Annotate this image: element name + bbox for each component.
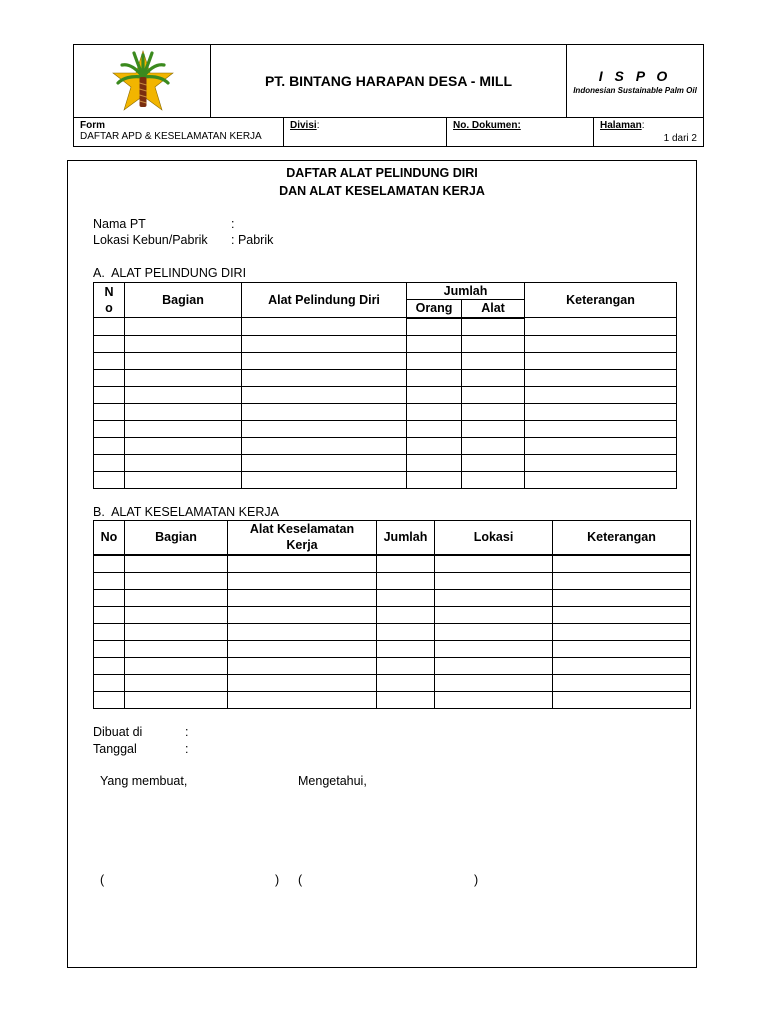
col-alat: Alat xyxy=(462,300,525,318)
table-row xyxy=(94,335,677,352)
table-cell[interactable] xyxy=(553,555,691,573)
col-jumlah: Jumlah xyxy=(377,521,435,555)
form-value: DAFTAR APD & KESELAMATAN KERJA xyxy=(80,131,262,142)
table-cell[interactable] xyxy=(462,318,525,336)
table-cell[interactable] xyxy=(462,403,525,420)
logo-cell xyxy=(73,44,211,118)
table-cell[interactable] xyxy=(94,674,125,691)
col-no: No xyxy=(94,521,125,555)
table-cell[interactable] xyxy=(377,657,435,674)
table-cell[interactable] xyxy=(242,437,407,454)
col-keterangan: Keterangan xyxy=(525,283,677,318)
table-cell[interactable] xyxy=(377,674,435,691)
table-cell[interactable] xyxy=(462,454,525,471)
table-cell[interactable] xyxy=(435,572,553,589)
divisi-label: Divisi xyxy=(290,120,317,131)
table-cell[interactable] xyxy=(228,589,377,606)
table-cell[interactable] xyxy=(553,657,691,674)
table-row xyxy=(94,318,677,336)
section-a-heading: A. ALAT PELINDUNG DIRI xyxy=(93,266,247,280)
table-cell[interactable] xyxy=(242,318,407,336)
table-row xyxy=(94,437,677,454)
table-cell[interactable] xyxy=(125,369,242,386)
table-cell[interactable] xyxy=(407,437,462,454)
table-cell[interactable] xyxy=(553,640,691,657)
table-cell[interactable] xyxy=(94,555,125,573)
section-b-heading: B. ALAT KESELAMATAN KERJA xyxy=(93,505,279,519)
nama-pt-label: Nama PT xyxy=(93,217,146,231)
palm-star-logo xyxy=(112,49,174,113)
table-cell[interactable] xyxy=(525,386,677,403)
table-cell[interactable] xyxy=(462,386,525,403)
table-cell[interactable] xyxy=(462,471,525,488)
signature-2-close: ) xyxy=(474,873,479,887)
table-cell[interactable] xyxy=(125,454,242,471)
table-cell[interactable] xyxy=(242,386,407,403)
title-line-2: DAN ALAT KESELAMATAN KERJA xyxy=(279,184,485,198)
table-cell[interactable] xyxy=(94,572,125,589)
document-header xyxy=(73,44,704,147)
akk-table xyxy=(93,520,691,709)
table-cell[interactable] xyxy=(525,335,677,352)
akk-table-body xyxy=(94,555,691,709)
table-cell[interactable] xyxy=(553,623,691,640)
table-cell[interactable] xyxy=(377,555,435,573)
table-cell[interactable] xyxy=(94,369,125,386)
table-cell[interactable] xyxy=(125,589,228,606)
table-cell[interactable] xyxy=(377,572,435,589)
table-row xyxy=(94,674,691,691)
table-cell[interactable] xyxy=(94,623,125,640)
table-cell[interactable] xyxy=(435,555,553,573)
apd-table-body xyxy=(94,318,677,489)
table-row xyxy=(94,640,691,657)
table-cell[interactable] xyxy=(94,471,125,488)
form-cell xyxy=(73,117,284,147)
signature-1-open: ( xyxy=(100,873,105,887)
yang-membuat: Yang membuat, xyxy=(100,774,188,788)
table-cell[interactable] xyxy=(125,352,242,369)
col-orang: Orang xyxy=(407,300,462,318)
table-cell[interactable] xyxy=(125,640,228,657)
col-keterangan: Keterangan xyxy=(553,521,691,555)
table-cell[interactable] xyxy=(407,454,462,471)
table-cell[interactable] xyxy=(242,335,407,352)
mengetahui: Mengetahui, xyxy=(298,774,367,788)
dibuat-label: Dibuat di xyxy=(93,725,143,739)
halaman-cell xyxy=(593,117,704,147)
col-no: N o xyxy=(94,283,125,318)
table-cell[interactable] xyxy=(125,403,242,420)
no-dokumen-cell xyxy=(446,117,594,147)
table-cell[interactable] xyxy=(94,640,125,657)
table-cell[interactable] xyxy=(435,640,553,657)
table-cell[interactable] xyxy=(125,623,228,640)
apd-table xyxy=(93,282,677,489)
table-cell[interactable] xyxy=(125,572,228,589)
table-cell[interactable] xyxy=(125,471,242,488)
table-row xyxy=(94,589,691,606)
col-bagian: Bagian xyxy=(125,283,242,318)
signature-1-close: ) xyxy=(275,873,280,887)
table-row xyxy=(94,691,691,708)
table-cell[interactable] xyxy=(125,335,242,352)
table-row xyxy=(94,352,677,369)
col-jumlah: Jumlah xyxy=(407,283,525,300)
table-cell[interactable] xyxy=(94,657,125,674)
table-cell[interactable] xyxy=(407,420,462,437)
table-row xyxy=(94,386,677,403)
table-cell[interactable] xyxy=(228,555,377,573)
table-cell[interactable] xyxy=(407,335,462,352)
table-cell[interactable] xyxy=(242,369,407,386)
table-cell[interactable] xyxy=(94,454,125,471)
company-name: PT. BINTANG HARAPAN DESA - MILL xyxy=(210,44,567,118)
table-cell[interactable] xyxy=(462,420,525,437)
ispo-title: I S P O xyxy=(598,67,672,84)
table-cell[interactable] xyxy=(553,674,691,691)
table-cell[interactable] xyxy=(125,691,228,708)
lokasi-label: Lokasi Kebun/Pabrik xyxy=(93,233,208,247)
col-bagian: Bagian xyxy=(125,521,228,555)
dibuat-colon[interactable]: : xyxy=(185,725,189,739)
table-row xyxy=(94,471,677,488)
halaman-colon: : xyxy=(641,120,645,131)
title-line-1: DAFTAR ALAT PELINDUNG DIRI xyxy=(286,166,478,180)
table-cell[interactable] xyxy=(377,623,435,640)
table-cell[interactable] xyxy=(125,674,228,691)
table-cell[interactable] xyxy=(94,335,125,352)
table-cell[interactable] xyxy=(553,691,691,708)
lokasi-value[interactable]: : Pabrik xyxy=(231,233,274,247)
table-cell[interactable] xyxy=(553,589,691,606)
table-cell[interactable] xyxy=(125,555,228,573)
table-cell[interactable] xyxy=(553,572,691,589)
table-cell[interactable] xyxy=(462,437,525,454)
nama-pt-value[interactable]: : xyxy=(231,217,235,231)
table-cell[interactable] xyxy=(242,420,407,437)
table-cell[interactable] xyxy=(228,606,377,623)
table-cell[interactable] xyxy=(94,606,125,623)
form-label: Form xyxy=(80,120,105,131)
halaman-value: 1 dari 2 xyxy=(663,133,697,144)
table-cell[interactable] xyxy=(377,640,435,657)
signature-2-open: ( xyxy=(298,873,303,887)
table-cell[interactable] xyxy=(94,403,125,420)
table-cell[interactable] xyxy=(125,437,242,454)
table-cell[interactable] xyxy=(435,623,553,640)
table-cell[interactable] xyxy=(125,386,242,403)
table-cell[interactable] xyxy=(435,674,553,691)
table-cell[interactable] xyxy=(228,674,377,691)
table-row xyxy=(94,555,691,573)
table-cell[interactable] xyxy=(94,386,125,403)
table-cell[interactable] xyxy=(525,403,677,420)
table-cell[interactable] xyxy=(94,352,125,369)
table-cell[interactable] xyxy=(462,352,525,369)
table-cell[interactable] xyxy=(525,437,677,454)
table-row xyxy=(94,606,691,623)
table-cell[interactable] xyxy=(407,471,462,488)
table-cell[interactable] xyxy=(407,386,462,403)
tanggal-label: Tanggal xyxy=(93,742,137,756)
table-cell[interactable] xyxy=(125,606,228,623)
table-cell[interactable] xyxy=(525,420,677,437)
table-row xyxy=(94,623,691,640)
ispo-subtitle: Indonesian Sustainable Palm Oil xyxy=(573,85,697,95)
table-cell[interactable] xyxy=(377,589,435,606)
table-cell[interactable] xyxy=(125,318,242,336)
table-cell[interactable] xyxy=(242,352,407,369)
table-cell[interactable] xyxy=(94,318,125,336)
table-cell[interactable] xyxy=(377,691,435,708)
table-cell[interactable] xyxy=(377,606,435,623)
table-cell[interactable] xyxy=(407,352,462,369)
table-cell[interactable] xyxy=(125,657,228,674)
table-cell[interactable] xyxy=(94,437,125,454)
table-row xyxy=(94,572,691,589)
table-cell[interactable] xyxy=(525,318,677,336)
table-cell[interactable] xyxy=(228,640,377,657)
table-cell[interactable] xyxy=(94,420,125,437)
table-cell[interactable] xyxy=(228,623,377,640)
table-cell[interactable] xyxy=(435,691,553,708)
halaman-label: Halaman xyxy=(600,120,642,131)
table-cell[interactable] xyxy=(525,352,677,369)
table-cell[interactable] xyxy=(462,369,525,386)
table-cell[interactable] xyxy=(435,606,553,623)
col-alat-pelindung: Alat Pelindung Diri xyxy=(242,283,407,318)
table-row xyxy=(94,657,691,674)
col-alat-keselamatan: Alat Keselamatan Kerja xyxy=(228,521,377,555)
table-row xyxy=(94,403,677,420)
table-cell[interactable] xyxy=(94,691,125,708)
table-cell[interactable] xyxy=(435,589,553,606)
table-row xyxy=(94,454,677,471)
table-row xyxy=(94,369,677,386)
divisi-colon: : xyxy=(316,120,320,131)
table-row xyxy=(94,420,677,437)
ispo-cell xyxy=(566,44,704,118)
table-cell[interactable] xyxy=(525,454,677,471)
table-cell[interactable] xyxy=(228,572,377,589)
table-cell[interactable] xyxy=(462,335,525,352)
no-dokumen-label: No. Dokumen: xyxy=(453,120,521,131)
table-cell[interactable] xyxy=(242,403,407,420)
table-cell[interactable] xyxy=(525,471,677,488)
table-cell[interactable] xyxy=(242,471,407,488)
table-cell[interactable] xyxy=(242,454,407,471)
tanggal-colon[interactable]: : xyxy=(185,742,189,756)
table-cell[interactable] xyxy=(435,657,553,674)
table-cell[interactable] xyxy=(407,318,462,336)
table-cell[interactable] xyxy=(125,420,242,437)
table-cell[interactable] xyxy=(228,657,377,674)
table-cell[interactable] xyxy=(228,691,377,708)
table-cell[interactable] xyxy=(407,369,462,386)
table-cell[interactable] xyxy=(94,589,125,606)
col-lokasi: Lokasi xyxy=(435,521,553,555)
table-cell[interactable] xyxy=(525,369,677,386)
divisi-cell xyxy=(283,117,447,147)
table-cell[interactable] xyxy=(407,403,462,420)
table-cell[interactable] xyxy=(553,606,691,623)
